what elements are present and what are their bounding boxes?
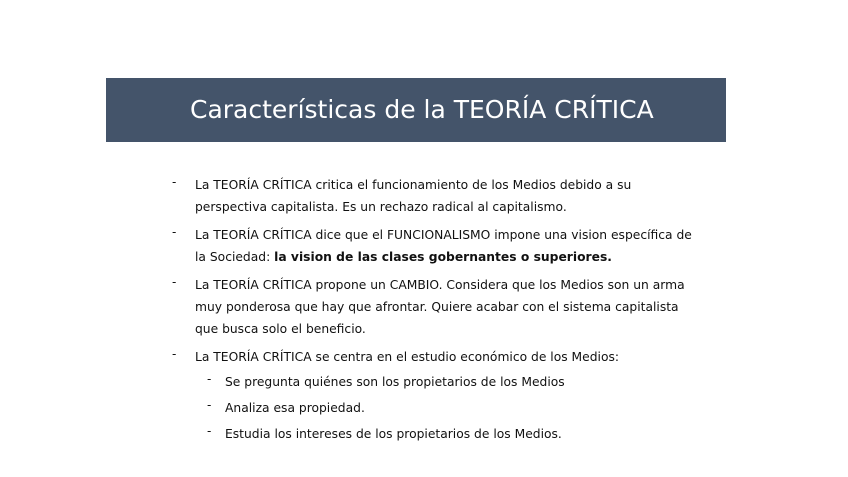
sub-bullet-text: Estudia los intereses de los propietarios de los Medios.: [225, 427, 562, 441]
sub-bullet-text: Se pregunta quiénes son los propietarios de los Medios: [225, 375, 565, 389]
bullet-list: [172, 174, 692, 451]
bullet-item-4: [172, 346, 692, 445]
bullet-text: La TEORÍA CRÍTICA propone un CAMBIO. Considera que los Medios son un arma muy ponderosa que hay que afrontar. Quiere acabar con el sistema capitalista que busca solo el beneficio.: [195, 278, 685, 336]
title-banner: [106, 78, 726, 142]
bullet-marker: -: [172, 225, 177, 239]
bullet-marker: -: [172, 275, 177, 289]
bullet-item-1: [172, 174, 692, 218]
bullet-item-3: [172, 274, 692, 340]
slide-title: Características de la TEORÍA CRÍTICA: [190, 95, 654, 124]
bullet-text: La TEORÍA CRÍTICA critica el funcionamiento de los Medios debido a su perspectiva capitalista. Es un rechazo radical al capitalismo.: [195, 178, 632, 214]
sub-bullet-marker: -: [207, 372, 212, 386]
bullet-text: La TEORÍA CRÍTICA dice que el FUNCIONALISMO impone una vision específica de la Sociedad:: [195, 228, 692, 264]
bullet-bold-text: la vision de las clases gobernantes o superiores.: [274, 250, 612, 264]
sub-bullet-marker: -: [207, 398, 212, 412]
sub-bullet-list: [195, 371, 692, 445]
sub-bullet-item-2: [195, 397, 692, 419]
bullet-item-2: [172, 224, 692, 268]
bullet-text: La TEORÍA CRÍTICA se centra en el estudio económico de los Medios:: [195, 350, 620, 364]
bullet-marker: -: [172, 347, 177, 361]
sub-bullet-item-1: [195, 371, 692, 393]
sub-bullet-marker: -: [207, 424, 212, 438]
sub-bullet-text: Analiza esa propiedad.: [225, 401, 365, 415]
sub-bullet-item-3: [195, 423, 692, 445]
bullet-marker: -: [172, 175, 177, 189]
